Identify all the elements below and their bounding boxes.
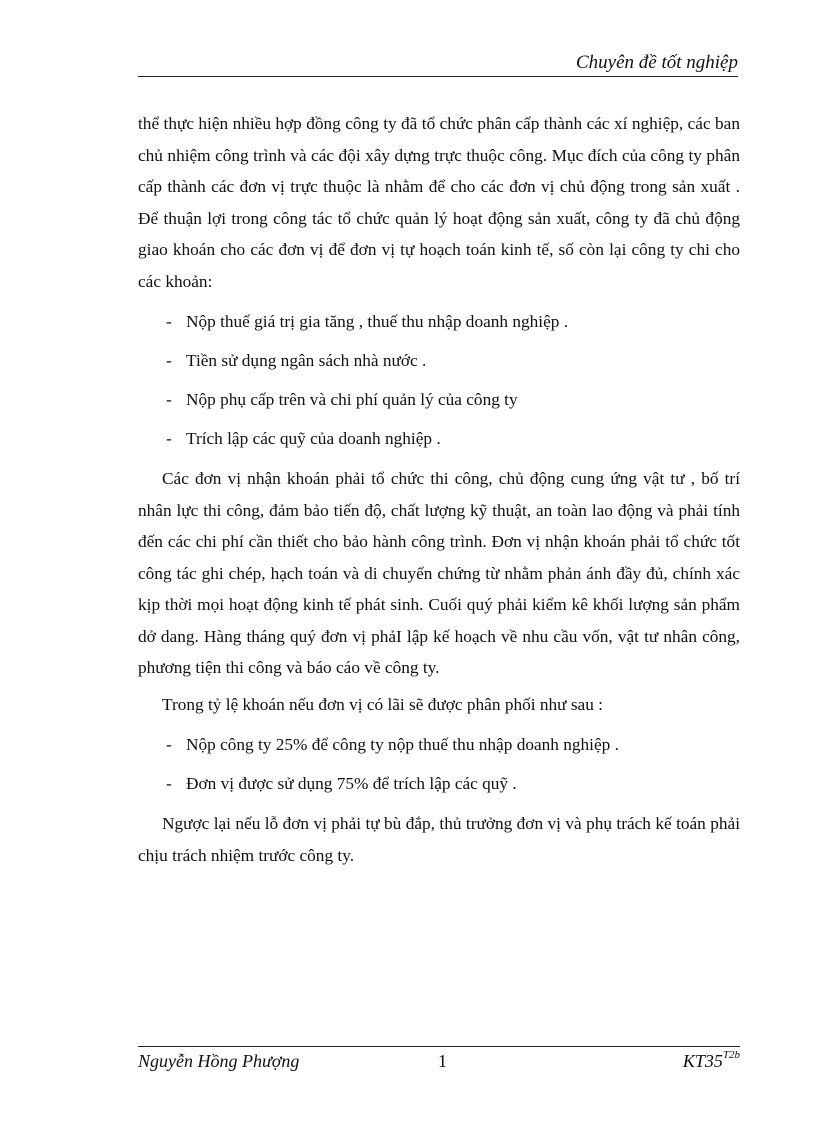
dash-bullet: - (166, 390, 172, 409)
dash-bullet: - (166, 429, 172, 448)
list-item (138, 341, 740, 380)
list-item-text: Nộp công ty 25% để công ty nộp thuế thu nhập doanh nghiệp . (186, 735, 619, 754)
page-header (138, 50, 738, 77)
list-item-text: Tiền sử dụng ngân sách nhà nước . (186, 351, 427, 370)
contractor-paragraph: Các đơn vị nhận khoán phải tổ chức thi công, chủ động cung ứng vật tư , bố trí nhân lực thi công, đảm bảo tiến độ, chất lượng kỹ thuật, an toàn lao động và phải tính đến các chi phí cần thiết cho bảo hành công trình. Đơn vị nhận khoán phải tổ chức tốt công tác ghi chép, hạch toán và di chuyển chứng từ nhằm phản ánh đầy đủ, chính xác kịp thời mọi hoạt động kinh tế phát sinh. Cuối quý phải kiểm kê khối lượng sản phẩm dở dang. Hàng tháng quý đơn vị phảI lập kế hoạch về nhu cầu vốn, vật tư nhân công, phương tiện thi công và báo cáo về công ty. (138, 469, 740, 677)
loss-paragraph: Ngược lại nếu lỗ đơn vị phải tự bù đắp, thủ trưởng đơn vị và phụ trách kế toán phải chịu trách nhiệm trước công ty. (138, 814, 740, 865)
list-item (138, 380, 740, 419)
expense-list (138, 302, 740, 458)
document-body (138, 108, 740, 871)
list-item-text: Nộp phụ cấp trên và chi phí quản lý của công ty (186, 390, 518, 409)
list-item-text: Trích lập các quỹ của doanh nghiệp . (186, 429, 441, 448)
profit-paragraph: Trong tỷ lệ khoán nếu đơn vị có lãi sẽ được phân phối như sau : (162, 694, 603, 714)
dash-bullet: - (166, 735, 172, 754)
list-item-text: Đơn vị được sử dụng 75% để trích lập các quỹ . (186, 774, 517, 793)
list-item (138, 302, 740, 341)
profit-list (138, 725, 740, 803)
dash-bullet: - (166, 312, 172, 331)
dash-bullet: - (166, 351, 172, 370)
class-code (683, 1051, 740, 1072)
header-title: Chuyên đề tốt nghiệp (576, 52, 738, 73)
dash-bullet: - (166, 774, 172, 793)
list-item-text: Nộp thuế giá trị gia tăng , thuế thu nhập doanh nghiệp . (186, 312, 569, 331)
class-code-superscript: T2b (722, 1049, 740, 1061)
class-code-text: KT35 (682, 1051, 723, 1071)
list-item (138, 764, 740, 803)
intro-paragraph: thể thực hiện nhiều hợp đồng công ty đã tổ chức phân cấp thành các xí nghiệp, các ban chủ nhiệm công trình và các đội xây dựng trực thuộc công. Mục đích của công ty phân cấp thành các đơn vị trực thuộc là nhằm để cho các đơn vị chủ động trong sản xuất . Để thuận lợi trong công tác tổ chức quản lý hoạt động sản xuất, công ty đã chủ động giao khoán cho các đơn vị để đơn vị tự hoạch toán kinh tế, số còn lại công ty chi cho các khoản: (138, 114, 740, 291)
list-item (138, 419, 740, 458)
list-item (138, 725, 740, 764)
page-number: 1 (438, 1051, 447, 1071)
footer-author: Nguyễn Hồng Phượng (138, 1051, 300, 1071)
page-footer (138, 1046, 740, 1077)
